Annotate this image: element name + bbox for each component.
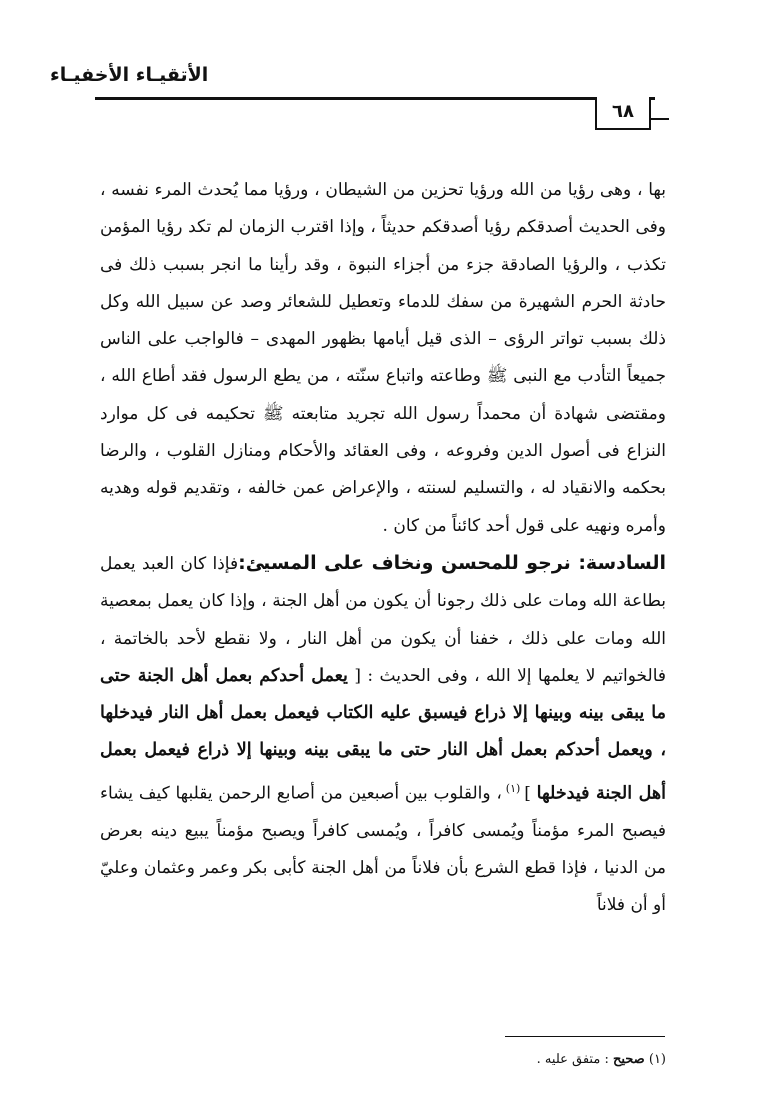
page-number: ٦٨ (595, 97, 651, 130)
footnote-ref: (١) (501, 781, 525, 795)
footnote-rule (505, 1036, 665, 1037)
section-heading: السادسة: نرجو للمحسن ونخاف على المسيئ: (238, 551, 666, 574)
paragraph-2-continued: ، والقلوب بين أصبعين من أصابع الرحمن يقلبها كيف يشاء فيصبح المرء مؤمناً ويُمسى كافراً ، ويُمسى كافراً ويصبح مؤمناً يبيع دينه بعرض من الدنيا ، فإذا قطع الشرع بأن فلاناً من أهل الجنة كأبى بكر وعمر وعثمان وعليّ أو أن فلاناً (100, 783, 666, 916)
footnote-text: : متفق عليه . (536, 1052, 609, 1067)
running-header-title: الأتقيـاء الأخفيـاء (50, 64, 209, 86)
hadith-quote: يعمل أحدكم بعمل أهل الجنة حتى ما يبقى بينه وبينها إلا ذراع فيسبق عليه الكتاب فيعمل بعمل أهل النار فيدخلها ، ويعمل أحدكم بعمل أهل النار حتى ما يبقى بينه وبينها إلا ذراع فيعمل بعمل أهل الجنة فيدخلها (100, 665, 666, 804)
paragraph-1: بها ، وهى رؤيا من الله ورؤيا تحزين من الشيطان ، ورؤيا مما يُحدث المرء نفسه ، وفى الحديث أصدقكم رؤيا أصدقكم حديثاً ، وإذا اقترب الزمان لم تكد رؤيا المؤمن تكذب ، والرؤيا الصادقة جزء من أجزاء النبوة ، وقد رأينا ما انجر بسبب ذلك فى حادثة الحرم الشهيرة من سفك للدماء وتعطيل للشعائر وصد عن سبيل الله وكل ذلك بسبب تواتر الرؤى – الذى قيل أيامها بظهور المهدى – فالواجب على الناس جميعاً التأدب مع النبى ﷺ وطاعته واتباع سنّته ، من يطع الرسول فقد أطاع الله ، ومقتضى شهادة أن محمداً رسول الله تجريد متابعته ﷺ تحكيمه فى كل موارد النزاع فى أصول الدين وفروعه ، وفى العقائد والأحكام ومنازل القلوب ، والرضا بحكمه والانقياد له ، والتسليم لسنته ، والإعراض عمن خالفه ، وتقديم قوله وهديه وأمره ونهيه على قول أحد كائناً من كان . (100, 180, 666, 536)
header-rule (95, 97, 655, 100)
quote-close: ] (524, 783, 537, 804)
footnote-number: (١) (648, 1052, 666, 1067)
footnote-label: صحيح (612, 1052, 645, 1067)
main-text (100, 172, 666, 925)
paragraph-2 (100, 545, 666, 925)
paragraph-2-intro: فإذا كان العبد يعمل بطاعة الله ومات على ذلك رجونا أن يكون من أهل الجنة ، وإذا كان يعمل بمعصية الله ومات على ذلك ، خفنا أن يكون من أهل النار ، ولا نقطع لأحد بالخاتمة ، فالخواتيم لا يعلمها إلا الله ، وفى الحديث : [ (100, 553, 667, 686)
footnote (300, 1052, 666, 1067)
